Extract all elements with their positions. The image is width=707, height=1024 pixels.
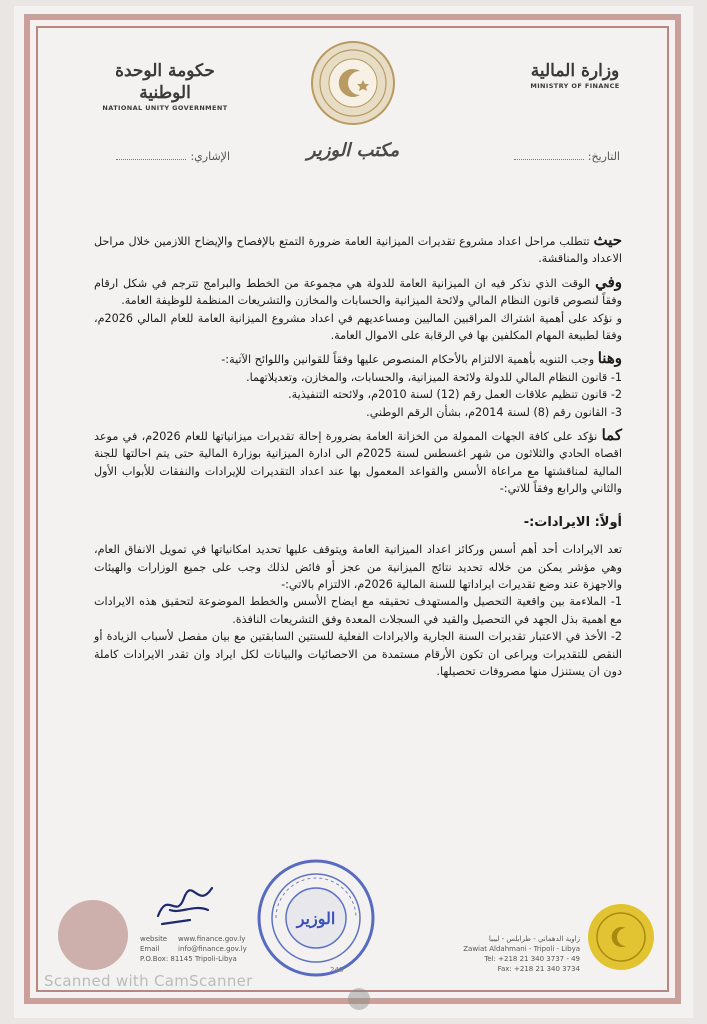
list-item: 2- قانون تنظيم علاقات العمل رقم (12) لسنة 2010م، ولائحته التنفيذية.	[288, 388, 622, 402]
mof-logo-arabic: وزارة المالية	[530, 61, 620, 81]
section-heading: أولاً: الايرادات:-	[523, 514, 622, 530]
list-item: 1- قانون النظام المالي للدولة ولائحة الميزانية، والحسابات، والمخازن، وتعديلاتهما.	[246, 370, 622, 384]
paragraph: تعد الايرادات أحد أهم أسس وركائز اعداد الميزانية العامة ويتوقف عليها تحديد امكانياتها في تمويل الانفاق العام، وهي مؤشر يمكن من خلاله تحديد نتائج الميزانية من عجز أو فائض لذلك وجب على جميع الوزارات والهيئات والاجهزة عند وضع تقديرات ايراداتها للسنة المالية 2026م، الالتزام بالاتي:-	[94, 543, 622, 591]
fax: Fax: +218 21 340 3734	[497, 965, 580, 973]
embossed-seal-icon	[58, 900, 128, 970]
reference-line	[100, 150, 230, 163]
letter-body	[94, 232, 622, 680]
signature-icon	[150, 880, 220, 930]
email-link[interactable]: info@finance.gov.ly	[178, 945, 247, 953]
gnu-logo-english: NATIONAL UNITY GOVERNMENT	[102, 104, 228, 112]
paragraph: 1- الملاءمة بين واقعية التحصيل والمستهدف تحقيقه مع ايضاح الأسس والخطط الموضوعة لتحقيق هذه الايرادات مع اهمية بذل الجهد في التحصيل والقيد في السجلات المعدة وفق التشريعات النافذة.	[94, 595, 622, 626]
website-label: website	[140, 935, 168, 943]
lead-word: وفي	[595, 272, 622, 291]
paragraph-text: الوقت الذي نذكر فيه ان الميزانية العامة للدولة هي مجموعة من الخطط والبرامج تترجم في شكل ارقام وفقاً لنصوص قانون النظام المالي ولائحة الميزانية والحسابات والمخازن والتشريعات المنظمة للوظيفة العامة.	[94, 276, 622, 308]
po-box: P.O.Box: 81145 Tripoli-Libya	[140, 955, 237, 963]
reference-label: الإشاري:	[190, 150, 230, 163]
date-line	[470, 150, 620, 163]
mof-logo-english: MINISTRY OF FINANCE	[530, 82, 620, 90]
email-label: Email	[140, 945, 160, 953]
gnu-logo	[100, 60, 230, 112]
footer-contact	[140, 934, 300, 964]
state-emblem-icon	[310, 40, 396, 126]
gnu-logo-arabic: حكومة الوحدة الوطنية	[115, 61, 215, 103]
paragraph	[94, 350, 622, 368]
paragraph	[94, 232, 622, 268]
lead-word: وهنا	[597, 349, 622, 368]
date-blank	[514, 159, 584, 160]
paragraph: 2- الأخذ في الاعتبار تقديرات السنة الجارية والايرادات الفعلية للسنتين السابقتين مع بيان مفصل لأسباب الزيادة أو النقص للتقديرات ويراعى ان تكون الأرقام مستمدة من الاحصائيات والبيانات لكل ايراد وان تقدر الايرادات كاملة دون ان يستنزل منها مصروفات تحصيلها.	[94, 630, 622, 678]
stamp-text: الوزير	[296, 909, 336, 928]
paragraph-text: وجب التنويه بأهمية الالتزام بالأحكام المنصوص عليها وفقاً للقوانين واللوائح الآتية:-	[221, 353, 598, 367]
address-english: Zawiat Aldahmani - Tripoli - Libya	[463, 945, 580, 953]
paragraph	[94, 274, 622, 310]
gold-seal-icon	[588, 904, 654, 970]
paragraph: و نؤكد على أهمية اشتراك المراقبين الماليين ومساعديهم في اعداد مشروع الميزانية العامة للعام المالي 2026م، وفقا لطبيعة المهام المكلفين بها في الرقابة على الاموال العامة.	[94, 311, 622, 343]
footer-address	[360, 934, 580, 974]
paragraph-text: تتطلب مراحل اعداد مشروع تقديرات الميزانية العامة ضرورة التمتع بالإفصاح والإيضاح اللازمين خلال مراحل الاعداد والمناقشة.	[94, 235, 622, 266]
serial-number: 248	[330, 966, 344, 974]
paragraph	[94, 427, 622, 498]
lead-word: حيث	[593, 231, 622, 249]
minister-office-title: مكتب الوزير	[306, 140, 400, 161]
website-link[interactable]: www.finance.gov.ly	[178, 935, 246, 943]
camscanner-icon	[348, 988, 370, 1010]
scanner-watermark: Scanned with CamScanner	[44, 972, 253, 990]
paragraph-text: نؤكد على كافة الجهات الممولة من الخزانة العامة بضرورة إحالة تقديرات ميزانياتها للعام 2026م، في موعد اقصاه الحادي والثلاثون من شهر اغسطس لسنة 2025م الى ادارة الميزانية بوزارة المالية حتى يتم احالتها للجنة المالية لمناقشتها مع مراعاة الأسس والقواعد المعمول بها عند اعداد التقديرات للإيرادات والنفقات للأبواب الأول والثاني والرابع وفقاً للاتي:-	[94, 430, 622, 496]
telephone: Tel: +218 21 340 3737 - 49	[484, 955, 580, 963]
list-item: 3- القانون رقم (8) لسنة 2014م، بشأن الرقم الوطني.	[366, 405, 622, 419]
reference-blank	[116, 159, 186, 160]
lead-word: كما	[601, 426, 622, 445]
date-label: التاريخ:	[587, 150, 620, 163]
address-arabic: زاوية الدهماني - طرابلس - ليبيا	[488, 935, 580, 943]
mof-logo	[520, 60, 630, 90]
